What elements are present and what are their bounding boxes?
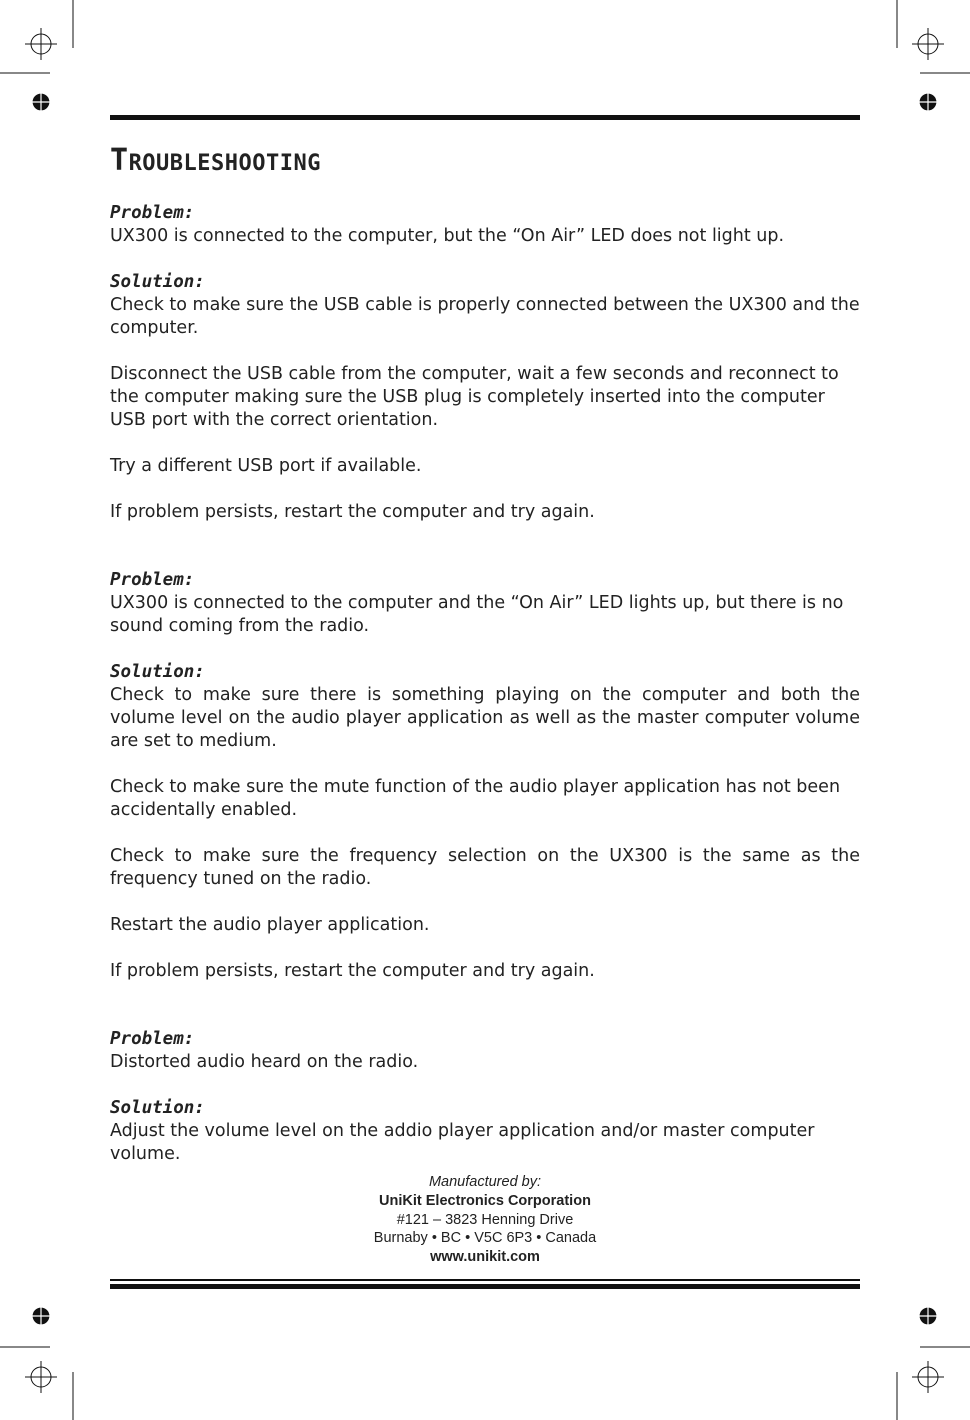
solution-label: Solution: [110,1098,205,1118]
solution-step: Check to make sure there is something playing on the computer and both the volume level on the audio player application as well as the master computer volume are set to medium. [110,685,860,751]
manufacturer-footer [110,1173,860,1267]
company-address: #121 – 3823 Henning Drive [396,1211,574,1228]
problem-label: Problem: [110,1029,195,1049]
manufactured-by-label: Manufactured by: [428,1174,542,1190]
company-name: UniKit Electronics Corporation [379,1192,591,1209]
problem-section-3 [110,1028,860,1166]
solution-label: Solution: [110,272,205,292]
solution-label: Solution: [110,662,205,682]
company-website-link[interactable]: www.unikit.com [430,1249,540,1266]
problem-text: UX300 is connected to the computer, but the “On Air” LED does not light up. [110,226,785,246]
solution-step: Check to make sure the mute function of the audio player application has not been accidentally enabled. [110,777,841,820]
problem-text: UX300 is connected to the computer and the “On Air” LED lights up, but there is no sound coming from the radio. [110,593,844,636]
solution-step: Check to make sure the frequency selection on the UX300 is the same as the frequency tuned on the radio. [110,846,860,889]
solution-step: Disconnect the USB cable from the computer, wait a few seconds and reconnect to the computer making sure the USB plug is completely inserted into the computer USB port with the correct orientation. [110,364,839,430]
footer-rule-thick [110,1284,860,1289]
solution-step: Restart the audio player application. [110,915,430,935]
page-title [110,143,321,178]
problem-label: Problem: [110,203,195,223]
problem-text: Distorted audio heard on the radio. [110,1052,419,1072]
footer-rule-thin [110,1279,860,1281]
title-rest: ROUBLESHOOTING [128,151,321,176]
troubleshooting-content [110,202,860,1166]
title-initial: T [110,143,129,178]
solution-step: Try a different USB port if available. [110,456,422,476]
problem-section-2 [110,569,860,983]
solution-step: Check to make sure the USB cable is properly connected between the UX300 and the computer. [110,295,860,338]
solution-step: If problem persists, restart the computer and try again. [110,502,595,522]
header-rule [110,115,860,120]
company-city: Burnaby • BC • V5C 6P3 • Canada [373,1230,597,1247]
solution-step: If problem persists, restart the computer and try again. [110,961,595,981]
problem-section-1 [110,202,860,524]
problem-label: Problem: [110,570,195,590]
solution-step: Adjust the volume level on the addio player application and/or master computer volume. [110,1121,815,1164]
